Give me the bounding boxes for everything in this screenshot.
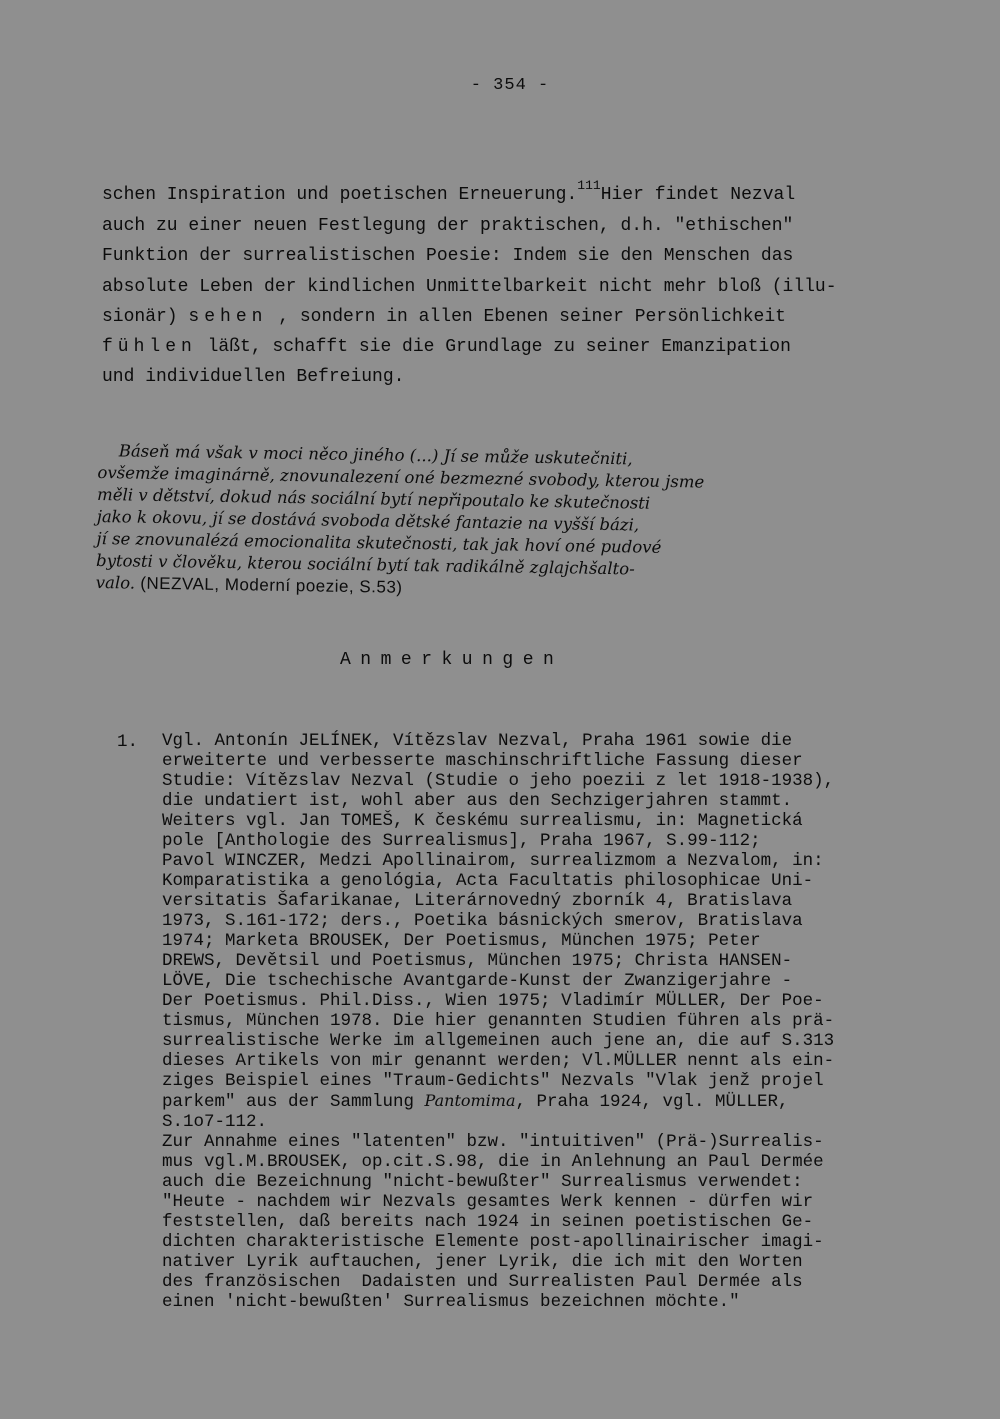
note-line: Vgl. Antonín JELÍNEK, Vítězslav Nezval, Praha 1961 sowie die: [162, 731, 793, 751]
note-line: Komparatistika a genológia, Acta Facultatis philosophicae Uni-: [162, 871, 814, 891]
note-text-segment: , Praha 1924, vgl. MÜLLER,: [515, 1092, 789, 1112]
note-line: mus vgl.M.BROUSEK, op.cit.S.98, die in Anlehnung an Paul Dermée: [162, 1152, 824, 1172]
quote-text: Báseň má však v moci něco jiného (...) Jí se může uskutečniti,: [97, 440, 633, 469]
note-line: 1974; Marketa BROUSEK, Der Poetismus, München 1975; Peter: [162, 931, 761, 951]
note-line: [162, 1091, 942, 1112]
note-line: auch die Bezeichnung "nicht-bewußter" Surrealismus verwendet:: [162, 1172, 803, 1192]
note-line: LÖVE, Die tschechische Avantgarde-Kunst der Zwanzigerjahre -: [162, 971, 793, 991]
note-line: dieses Artikels von mir genannt werden; Vl.MÜLLER nennt als ein-: [162, 1051, 835, 1071]
note-line: ziges Beispiel eines "Traum-Gedichts" Nezvals "Vlak jenž projel: [162, 1071, 824, 1091]
note-line: Weiters vgl. Jan TOMEŠ, K českému surrealismu, in: Magnetická: [162, 811, 803, 831]
note-line: dichten charakteristische Elemente post-apollinairischer imagi-: [162, 1232, 824, 1252]
note-line: 1973, S.161-172; ders., Poetika básnických smerov, Bratislava: [162, 911, 803, 931]
body-line: [102, 332, 902, 362]
note-line: DREWS, Devětsil und Poetismus, München 1975; Christa HANSEN-: [162, 951, 793, 971]
note-line: tismus, München 1978. Die hier genannten Studien führen als prä-: [162, 1011, 835, 1031]
note-text-segment: parkem" aus der Sammlung: [162, 1092, 425, 1112]
footnote-reference: 111: [577, 178, 601, 193]
note-line: nativer Lyrik auftauchen, jener Lyrik, die ich mit den Worten: [162, 1252, 803, 1272]
body-text-segment: schen Inspiration und poetischen Erneuerung.: [102, 185, 578, 205]
note-line: pole [Anthologie des Surrealismus], Praha 1967, S.99-112;: [162, 831, 761, 851]
quote-text: valo.: [95, 572, 136, 593]
quote-text: jako k okovu, jí se dostává svoboda dětské fantazie na vyšší bázi,: [96, 506, 640, 535]
note-line: Zur Annahme eines "latenten" bzw. "intuitiven" (Prä-)Surrealis-: [162, 1132, 824, 1152]
body-text-segment: Hier findet Nezval: [600, 185, 796, 205]
quote-text: měli v dětství, dokud nás sociální bytí nepřipoutalo ke skutečnosti: [96, 484, 651, 513]
body-paragraph: [102, 180, 902, 392]
footnote-1: [162, 731, 942, 1312]
note-line: Studie: Vítězslav Nezval (Studie o jeho poezii z let 1918-1938),: [162, 771, 835, 791]
body-text-segment: , sondern in allen Ebenen seiner Persönlichkeit: [267, 306, 786, 327]
page-number: - 354 -: [470, 76, 550, 95]
emphasized-word: sehen: [188, 306, 268, 327]
note-line: die undatiert ist, wohl aber aus den Sechzigerjahren stammt.: [162, 791, 793, 811]
note-line: des französischen Dadaisten und Surrealisten Paul Dermée als: [162, 1272, 803, 1292]
section-heading: Anmerkungen: [340, 650, 564, 670]
note-line: versitatis Šafarikanae, Literárnovedný zborník 4, Bratislava: [162, 891, 793, 911]
note-line: S.1o7-112.: [162, 1112, 268, 1132]
block-quote: [96, 440, 908, 607]
quote-text: jí se znovunalézá emocionalita skutečnosti, tak jak hoví oné pudové: [96, 528, 662, 557]
body-line: Funktion der surrealistischen Poesie: Indem sie den Menschen das: [102, 246, 794, 267]
body-line: und individuellen Befreiung.: [102, 367, 405, 388]
note-line: surrealistische Werke im allgemeinen auch jene an, die auf S.313: [162, 1031, 835, 1051]
body-line: [102, 302, 902, 332]
note-line: erweiterte und verbesserte maschinschriftliche Fassung dieser: [162, 751, 803, 771]
note-line: feststellen, daß bereits nach 1924 in seinen poetistischen Ge-: [162, 1212, 814, 1232]
quote-text: ovšemže imaginárně, znovunalezení oné bezmezné svobody, kterou jsme: [97, 462, 705, 492]
body-text-segment: sionär): [102, 306, 189, 327]
body-line: [102, 180, 902, 211]
note-number: 1.: [117, 732, 139, 752]
body-text-segment: läßt, schafft sie die Grundlage zu seiner Emanzipation: [196, 337, 791, 358]
note-line: einen 'nicht-bewußten' Surrealismus bezeichnen möchte.": [162, 1292, 740, 1312]
note-line: Pavol WINCZER, Medzi Apollinairom, surrealizmom a Nezvalom, in:: [162, 851, 824, 871]
quote-citation: (NEZVAL, Moderní poezie, S.53): [134, 573, 403, 597]
note-line: Der Poetismus. Phil.Diss., Wien 1975; Vladimír MÜLLER, Der Poe-: [162, 991, 824, 1011]
quote-text: bytosti v člověku, kterou sociální bytí tak radikálně zglajchšalto-: [95, 550, 635, 579]
note-line: "Heute - nachdem wir Nezvals gesamtes Werk kennen - dürfen wir: [162, 1192, 814, 1212]
book-title: Pantomima: [424, 1091, 516, 1110]
body-line: absolute Leben der kindlichen Unmittelbarkeit nicht mehr bloß (illu-: [102, 276, 837, 297]
emphasized-word: fühlen: [102, 337, 197, 358]
body-line: auch zu einer neuen Festlegung der praktischen, d.h. "ethischen": [102, 216, 794, 237]
